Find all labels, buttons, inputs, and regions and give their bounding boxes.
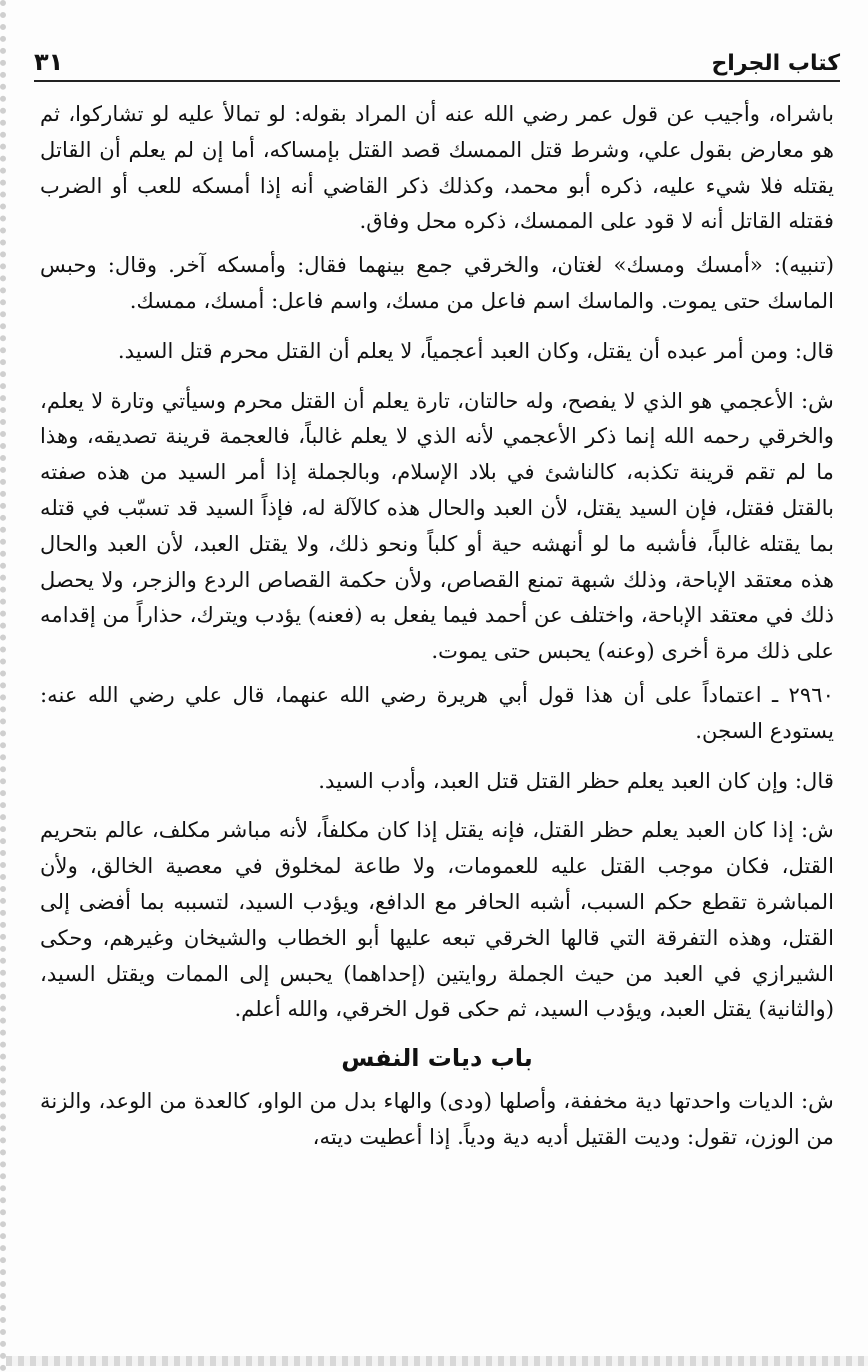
running-title: كتاب الجراح <box>711 51 840 76</box>
decorative-border <box>6 1356 868 1366</box>
paragraph: باشراه، وأجيب عن قول عمر رضي الله عنه أن المراد بقوله: لو تمالأ عليه لو تشاركوا، ثم هو معارض بقول علي، وشرط قتل الممسك قصد القتل بإمساكه، أما إن لم يعلم أن القاتل يقتله فلا شيء عليه، ذكره أبو محمد، وكذلك ذكر القاضي أنه إذا أمسكه للعب أو الضرب فقتله القاتل أنه لا قود على الممسك، ذكره محل وفاق. <box>40 101 834 234</box>
paragraph: ش: الديات واحدتها دية مخففة، وأصلها (ودى) والهاء بدل من الواو، كالعدة من الوعد، والزنة من الوزن، تقول: وديت القتيل أديه دية ودياً. إذا أعطيت ديته، <box>40 1087 834 1149</box>
page-number: ٣١ <box>34 48 64 76</box>
paragraph: قال: وإن كان العبد يعلم حظر القتل قتل العبد، وأدب السيد. <box>318 767 834 793</box>
paragraph: ش: الأعجمي هو الذي لا يفصح، وله حالتان، تارة يعلم أن القتل محرم وسيأتي وتارة لا يعلم، والخرقي رحمه الله إنما ذكر الأعجمي لأنه الذي لا يعلم غالباً، فالعجمة قرينة تصديقه، وهذا ما لم تقم قرينة تكذبه، كالناشئ في بلاد الإسلام، وبالجملة إذا أمر السيد من هذه صفته بالقتل فقتل، فإن السيد يقتل، لأن العبد والحال هذه كالآلة له، فإذاً السيد قد تسبّب في قتله بما يقتله غالباً، فأشبه ما لو أنهشه حية أو كلباً ونحو ذلك، ولا يقتل العبد، لأن العبد والحال هذه معتقد الإباحة، وذلك شبهة تمنع القصاص، ولأن حكمة القصاص الردع والزجر، ولا يحصل ذلك في معتقد الإباحة، واختلف عن أحمد فيما يفعل به (فعنه) يؤدب ويترك، حذاراً من إقدامه على ذلك مرة أخرى (وعنه) يحبس حتى يموت. <box>40 387 834 664</box>
paragraph: ٢٩٦٠ ـ اعتماداً على أن هذا قول أبي هريرة رضي الله عنهما، قال علي رضي الله عنه: يستودع السجن. <box>40 681 834 743</box>
paragraph: ش: إذا كان العبد يعلم حظر القتل، فإنه يقتل إذا كان مكلفاً، لأنه مباشر مكلف، عالم بتحريم القتل، فكان موجب القتل عليه للعمومات، ولا طاعة لمخلوق في معصية الخالق، ولأن المباشرة تقطع حكم السبب، أشبه الحافر مع الدافع، ويؤدب السيد، لتسببه بما أفضى إلى القتل، وهذه التفرقة التي قالها الخرقي تبعه عليها أبو الخطاب والشيخان وغيرهم، وحكى الشيرازي في العبد من حيث الجملة روايتين (إحداهما) يحبس إلى الممات ويقتل السيد، (والثانية) يقتل العبد، ويؤدب السيد، ثم حكى قول الخرقي، والله أعلم. <box>40 817 834 1022</box>
page-body <box>40 96 834 1155</box>
paragraph: (تنبيه): «أمسك ومسك» لغتان، والخرقي جمع بينهما فقال: وأمسكه آخر. وقال: وحبس الماسك حتى يموت. والماسك اسم فاعل من مسك، واسم فاعل: أمسك، ممسك. <box>40 252 834 313</box>
section-heading: باب ديات النفس <box>341 1044 533 1073</box>
paragraph: قال: ومن أمر عبده أن يقتل، وكان العبد أعجمياً، لا يعلم أن القتل محرم قتل السيد. <box>117 337 834 363</box>
page-header <box>34 40 840 82</box>
